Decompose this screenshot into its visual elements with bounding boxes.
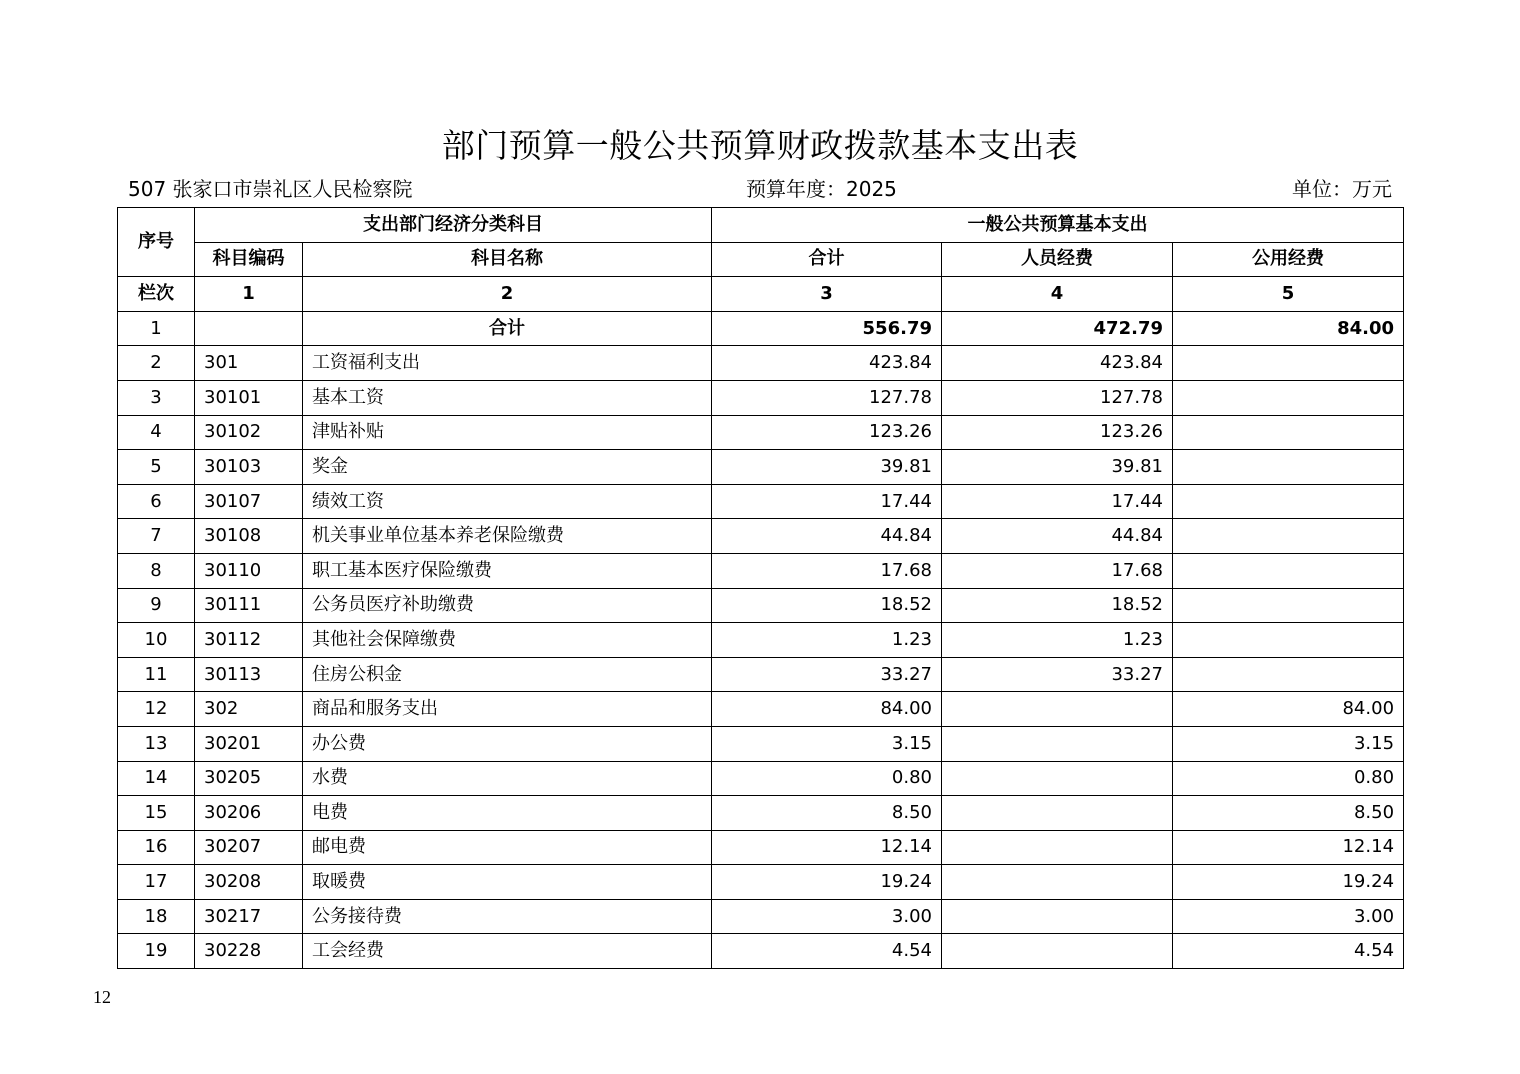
row-name: 奖金	[303, 450, 712, 485]
row-personnel: 39.81	[942, 450, 1173, 485]
table-row	[118, 415, 1404, 450]
row-public	[1173, 519, 1404, 554]
total-code	[195, 311, 303, 346]
row-total: 4.54	[712, 934, 942, 969]
budget-table	[117, 207, 1404, 969]
table-row	[118, 519, 1404, 554]
row-name: 基本工资	[303, 380, 712, 415]
row-personnel: 18.52	[942, 588, 1173, 623]
table-row	[118, 484, 1404, 519]
row-total: 84.00	[712, 692, 942, 727]
row-public	[1173, 346, 1404, 381]
column-index-cell: 5	[1173, 277, 1404, 312]
table-row	[118, 692, 1404, 727]
row-name: 公务员医疗补助缴费	[303, 588, 712, 623]
row-name: 其他社会保障缴费	[303, 623, 712, 658]
row-seq: 13	[118, 726, 195, 761]
row-total: 12.14	[712, 830, 942, 865]
table-row	[118, 380, 1404, 415]
row-seq: 7	[118, 519, 195, 554]
organization-label: 507 张家口市崇礼区人民检察院	[128, 177, 413, 201]
row-code: 30217	[195, 899, 303, 934]
row-personnel: 127.78	[942, 380, 1173, 415]
header-row-columns	[118, 242, 1404, 277]
row-total: 3.15	[712, 726, 942, 761]
row-name: 津贴补贴	[303, 415, 712, 450]
budget-year-label: 预算年度：2025	[746, 177, 897, 201]
row-public: 3.15	[1173, 726, 1404, 761]
row-total: 39.81	[712, 450, 942, 485]
row-total: 17.44	[712, 484, 942, 519]
row-code: 30110	[195, 553, 303, 588]
row-seq: 12	[118, 692, 195, 727]
column-index-cell: 1	[195, 277, 303, 312]
row-public: 4.54	[1173, 934, 1404, 969]
row-code: 30107	[195, 484, 303, 519]
row-personnel	[942, 830, 1173, 865]
row-total: 0.80	[712, 761, 942, 796]
header-row-group	[118, 208, 1404, 243]
total-amount: 556.79	[712, 311, 942, 346]
row-personnel: 423.84	[942, 346, 1173, 381]
row-code: 30101	[195, 380, 303, 415]
row-public: 12.14	[1173, 830, 1404, 865]
row-code: 30113	[195, 657, 303, 692]
row-code: 30102	[195, 415, 303, 450]
row-code: 30208	[195, 865, 303, 900]
row-personnel	[942, 761, 1173, 796]
row-seq: 19	[118, 934, 195, 969]
row-total: 123.26	[712, 415, 942, 450]
row-total: 127.78	[712, 380, 942, 415]
row-total: 44.84	[712, 519, 942, 554]
row-name: 电费	[303, 796, 712, 831]
row-code: 30205	[195, 761, 303, 796]
row-seq: 8	[118, 553, 195, 588]
row-seq: 11	[118, 657, 195, 692]
table-row	[118, 899, 1404, 934]
row-total: 8.50	[712, 796, 942, 831]
row-name: 办公费	[303, 726, 712, 761]
header-code: 科目编码	[195, 242, 303, 277]
row-name: 邮电费	[303, 830, 712, 865]
row-public	[1173, 623, 1404, 658]
page-title: 部门预算一般公共预算财政拨款基本支出表	[441, 126, 1079, 165]
row-code: 30112	[195, 623, 303, 658]
row-public	[1173, 588, 1404, 623]
row-name: 绩效工资	[303, 484, 712, 519]
row-personnel: 123.26	[942, 415, 1173, 450]
row-seq: 15	[118, 796, 195, 831]
row-name: 住房公积金	[303, 657, 712, 692]
row-personnel	[942, 726, 1173, 761]
table-row	[118, 761, 1404, 796]
table-row	[118, 865, 1404, 900]
column-index-cell: 3	[712, 277, 942, 312]
row-name: 取暖费	[303, 865, 712, 900]
table-row	[118, 553, 1404, 588]
table-row	[118, 726, 1404, 761]
row-name: 职工基本医疗保险缴费	[303, 553, 712, 588]
total-label: 合计	[303, 311, 712, 346]
column-index-cell: 栏次	[118, 277, 195, 312]
row-seq: 6	[118, 484, 195, 519]
row-total: 1.23	[712, 623, 942, 658]
row-name: 机关事业单位基本养老保险缴费	[303, 519, 712, 554]
row-code: 30206	[195, 796, 303, 831]
column-index-row	[118, 277, 1404, 312]
page-number: 12	[93, 987, 111, 1007]
row-public: 84.00	[1173, 692, 1404, 727]
row-total: 3.00	[712, 899, 942, 934]
row-personnel	[942, 899, 1173, 934]
row-code: 30201	[195, 726, 303, 761]
header-total: 合计	[712, 242, 942, 277]
row-public	[1173, 553, 1404, 588]
row-personnel	[942, 934, 1173, 969]
table-row	[118, 934, 1404, 969]
row-code: 301	[195, 346, 303, 381]
row-seq: 3	[118, 380, 195, 415]
row-seq: 18	[118, 899, 195, 934]
row-seq: 2	[118, 346, 195, 381]
row-public: 8.50	[1173, 796, 1404, 831]
row-code: 302	[195, 692, 303, 727]
row-public	[1173, 450, 1404, 485]
total-row	[118, 311, 1404, 346]
row-personnel: 33.27	[942, 657, 1173, 692]
row-personnel: 44.84	[942, 519, 1173, 554]
row-personnel: 17.44	[942, 484, 1173, 519]
header-seq: 序号	[118, 208, 195, 277]
row-total: 17.68	[712, 553, 942, 588]
row-public	[1173, 415, 1404, 450]
row-code: 30207	[195, 830, 303, 865]
row-seq: 9	[118, 588, 195, 623]
row-name: 公务接待费	[303, 899, 712, 934]
row-code: 30228	[195, 934, 303, 969]
row-personnel	[942, 796, 1173, 831]
row-total: 19.24	[712, 865, 942, 900]
row-total: 18.52	[712, 588, 942, 623]
row-public: 0.80	[1173, 761, 1404, 796]
row-personnel: 17.68	[942, 553, 1173, 588]
unit-label: 单位：万元	[1292, 177, 1392, 201]
column-index-cell: 2	[303, 277, 712, 312]
row-seq: 14	[118, 761, 195, 796]
header-personnel: 人员经费	[942, 242, 1173, 277]
row-seq: 10	[118, 623, 195, 658]
table-row	[118, 830, 1404, 865]
row-name: 工会经费	[303, 934, 712, 969]
row-name: 水费	[303, 761, 712, 796]
total-seq: 1	[118, 311, 195, 346]
row-code: 30108	[195, 519, 303, 554]
row-code: 30103	[195, 450, 303, 485]
row-personnel: 1.23	[942, 623, 1173, 658]
column-index-cell: 4	[942, 277, 1173, 312]
row-seq: 5	[118, 450, 195, 485]
row-public	[1173, 380, 1404, 415]
row-personnel	[942, 865, 1173, 900]
total-public: 84.00	[1173, 311, 1404, 346]
table-row	[118, 657, 1404, 692]
row-total: 423.84	[712, 346, 942, 381]
row-seq: 4	[118, 415, 195, 450]
header-name: 科目名称	[303, 242, 712, 277]
table-row	[118, 450, 1404, 485]
table-row	[118, 623, 1404, 658]
total-personnel: 472.79	[942, 311, 1173, 346]
row-public: 3.00	[1173, 899, 1404, 934]
header-public: 公用经费	[1173, 242, 1404, 277]
row-public	[1173, 657, 1404, 692]
header-group-classification: 支出部门经济分类科目	[195, 208, 712, 243]
header-group-expenditure: 一般公共预算基本支出	[712, 208, 1404, 243]
row-personnel	[942, 692, 1173, 727]
row-name: 商品和服务支出	[303, 692, 712, 727]
row-name: 工资福利支出	[303, 346, 712, 381]
row-public: 19.24	[1173, 865, 1404, 900]
table-row	[118, 346, 1404, 381]
row-total: 33.27	[712, 657, 942, 692]
table-row	[118, 796, 1404, 831]
row-public	[1173, 484, 1404, 519]
table-row	[118, 588, 1404, 623]
row-seq: 16	[118, 830, 195, 865]
row-code: 30111	[195, 588, 303, 623]
row-seq: 17	[118, 865, 195, 900]
